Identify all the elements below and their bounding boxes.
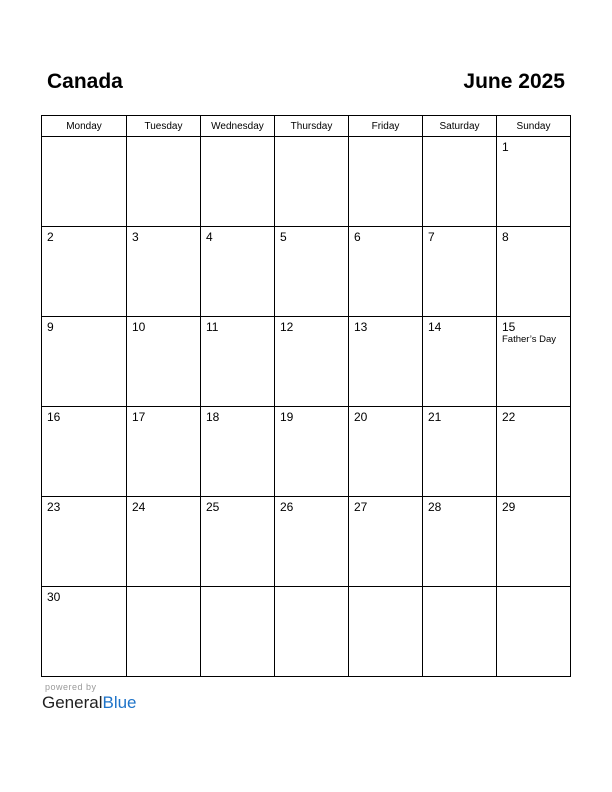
week-row [42, 497, 571, 587]
day-number: 30 [47, 590, 61, 604]
day-cell [497, 227, 571, 317]
day-number: 8 [502, 230, 509, 244]
day-number [275, 137, 348, 140]
day-cell [497, 587, 571, 677]
week-row [42, 587, 571, 677]
day-cell [42, 497, 127, 587]
day-cell [42, 407, 127, 497]
day-number: 28 [428, 500, 442, 514]
day-cell [497, 497, 571, 587]
day-cell [201, 407, 275, 497]
day-cell [201, 497, 275, 587]
day-cell [497, 317, 571, 407]
day-number: 11 [206, 320, 219, 334]
day-number: 3 [132, 230, 139, 244]
day-number: 22 [502, 410, 516, 424]
day-number: 1 [502, 140, 509, 154]
day-cell [275, 407, 349, 497]
day-number: 20 [354, 410, 368, 424]
month-year-title: June 2025 [463, 70, 565, 93]
day-cell [275, 497, 349, 587]
day-number [127, 587, 200, 590]
week-row [42, 407, 571, 497]
day-cell [201, 137, 275, 227]
day-cell [127, 587, 201, 677]
day-cell [349, 227, 423, 317]
day-number: 14 [428, 320, 442, 334]
day-cell [201, 587, 275, 677]
weekday-sunday: Sunday [497, 116, 571, 137]
day-number: 2 [47, 230, 54, 244]
weekday-header-row [42, 116, 571, 137]
day-number: 5 [280, 230, 287, 244]
day-cell [275, 587, 349, 677]
day-cell [423, 137, 497, 227]
day-number: 29 [502, 500, 516, 514]
day-number: 12 [280, 320, 294, 334]
day-cell [127, 407, 201, 497]
day-cell [42, 587, 127, 677]
day-number [349, 137, 422, 140]
day-number [423, 137, 496, 140]
day-number [201, 587, 274, 590]
calendar-grid [41, 115, 571, 677]
generalblue-logo[interactable] [42, 693, 137, 713]
day-cell [275, 137, 349, 227]
weekday-thursday: Thursday [275, 116, 349, 137]
logo-text-general: General [42, 693, 103, 712]
day-number [275, 587, 348, 590]
holiday-label: Father’s Day [502, 334, 557, 345]
day-cell [349, 407, 423, 497]
day-number [349, 587, 422, 590]
day-number: 9 [47, 320, 54, 334]
day-number: 18 [206, 410, 220, 424]
day-number: 27 [354, 500, 368, 514]
day-number: 26 [280, 500, 294, 514]
day-cell [42, 317, 127, 407]
day-cell [275, 227, 349, 317]
day-number: 4 [206, 230, 213, 244]
week-row [42, 137, 571, 227]
day-cell [42, 227, 127, 317]
day-cell [497, 407, 571, 497]
day-cell [349, 317, 423, 407]
day-number: 16 [47, 410, 61, 424]
day-cell [349, 137, 423, 227]
day-cell [127, 227, 201, 317]
day-number: 24 [132, 500, 146, 514]
day-cell [423, 587, 497, 677]
week-row [42, 317, 571, 407]
day-cell [349, 497, 423, 587]
day-number: 15 [502, 320, 516, 334]
day-cell [201, 317, 275, 407]
day-cell [127, 317, 201, 407]
day-cell [127, 497, 201, 587]
weekday-friday: Friday [349, 116, 423, 137]
day-number [201, 137, 274, 140]
weekday-saturday: Saturday [423, 116, 497, 137]
day-cell [349, 587, 423, 677]
day-number: 7 [428, 230, 435, 244]
day-cell [201, 227, 275, 317]
day-number [423, 587, 496, 590]
weekday-wednesday: Wednesday [201, 116, 275, 137]
day-number: 19 [280, 410, 294, 424]
country-title: Canada [47, 70, 123, 93]
day-cell [423, 227, 497, 317]
day-number [42, 137, 126, 140]
weekday-monday: Monday [42, 116, 127, 137]
day-number [127, 137, 200, 140]
day-cell [127, 137, 201, 227]
weekday-tuesday: Tuesday [127, 116, 201, 137]
day-cell [423, 497, 497, 587]
day-number: 25 [206, 500, 220, 514]
powered-by-label: powered by [45, 682, 97, 692]
day-number: 10 [132, 320, 146, 334]
day-number: 23 [47, 500, 61, 514]
day-cell [423, 317, 497, 407]
day-number: 21 [428, 410, 442, 424]
day-number [497, 587, 570, 590]
logo-text-blue: Blue [102, 693, 137, 712]
day-cell [497, 137, 571, 227]
day-cell [42, 137, 127, 227]
day-number: 13 [354, 320, 368, 334]
day-number: 6 [354, 230, 361, 244]
day-cell [423, 407, 497, 497]
day-cell [275, 317, 349, 407]
day-number: 17 [132, 410, 146, 424]
week-row [42, 227, 571, 317]
